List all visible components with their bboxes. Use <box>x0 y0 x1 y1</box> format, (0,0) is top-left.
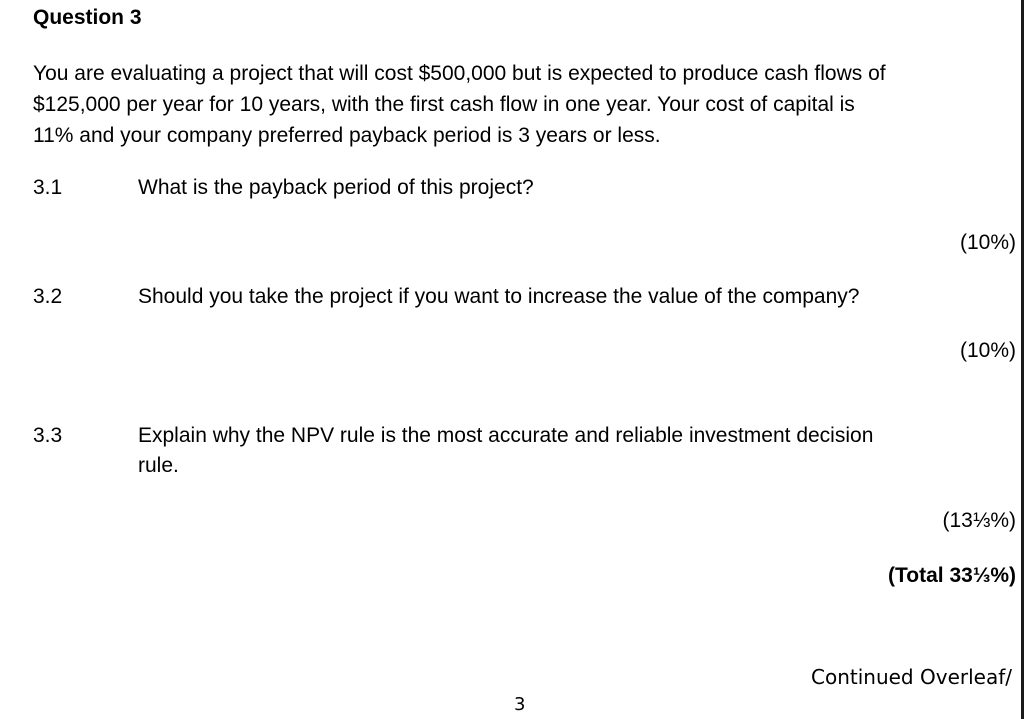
part-text <box>138 282 998 312</box>
intro-line: You are evaluating a project that will cost $500,000 but is expected to produce cash flows of <box>33 62 886 85</box>
question-title: Question 3 <box>33 6 142 29</box>
part-text-line: What is the payback period of this project? <box>138 176 534 199</box>
part-marks: (10%) <box>959 231 1016 254</box>
intro-line: 11% and your company preferred payback period is 3 years or less. <box>33 124 661 147</box>
part-marks: (13⅓%) <box>942 509 1016 532</box>
question-intro <box>33 58 1018 151</box>
part-text-line: Should you take the project if you want to increase the value of the company? <box>138 285 860 308</box>
page-number: 3 <box>514 694 526 715</box>
part-text <box>138 421 998 481</box>
total-marks: (Total 33⅓%) <box>888 564 1016 587</box>
part-marks: (10%) <box>959 339 1016 362</box>
part-text-line: Explain why the NPV rule is the most accurate and reliable investment decision <box>138 424 874 447</box>
intro-line: $125,000 per year for 10 years, with the first cash flow in one year. Your cost of capital is <box>33 93 855 116</box>
part-number: 3.1 <box>33 176 63 199</box>
part-number: 3.3 <box>33 424 63 447</box>
part-number: 3.2 <box>33 285 63 308</box>
continued-overleaf-note: Continued Overleaf/ <box>811 665 1012 689</box>
part-text <box>138 173 998 203</box>
part-text-line: rule. <box>138 454 179 477</box>
